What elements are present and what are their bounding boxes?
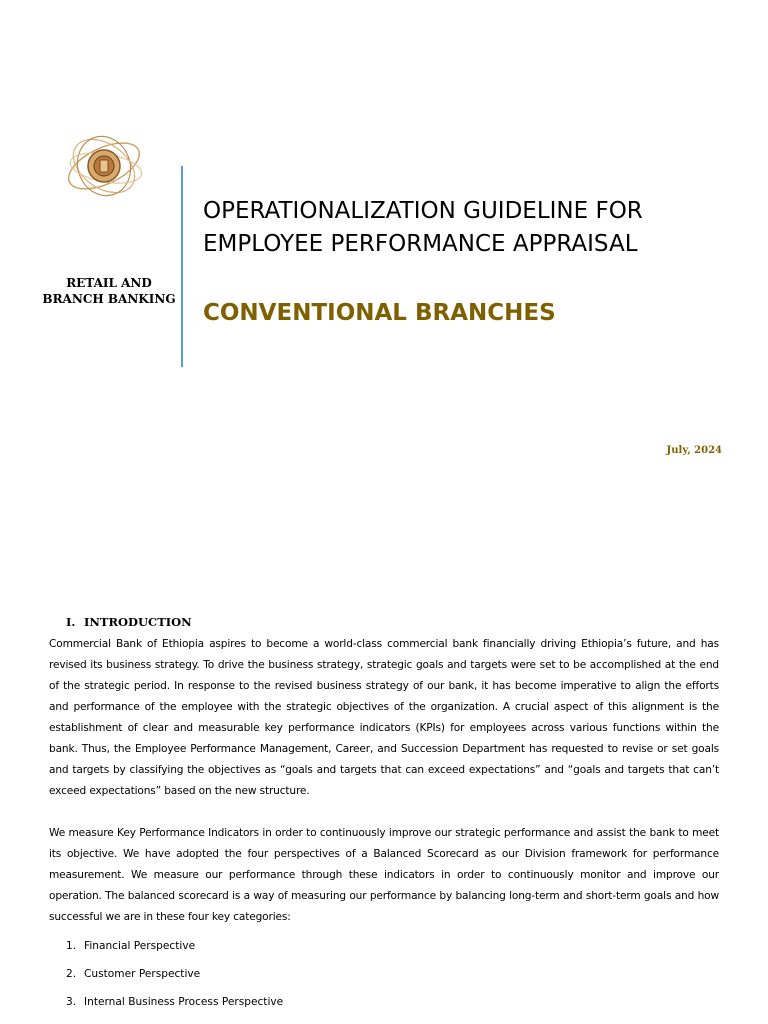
document-title: OPERATIONALIZATION GUIDELINE FOR EMPLOYEE PERFORMANCE APPRAISAL: [203, 198, 643, 257]
bank-emblem-icon: [60, 128, 146, 204]
vertical-divider: [181, 166, 183, 367]
list-item: 3. Internal Business Process Perspective: [66, 996, 284, 1008]
list-item: 2. Customer Perspective: [66, 968, 201, 980]
section-heading: [66, 615, 192, 629]
section-number: I.: [66, 615, 76, 629]
document-subtitle: CONVENTIONAL BRANCHES: [203, 300, 556, 326]
section-title: INTRODUCTION: [84, 615, 192, 629]
document-date: July, 2024: [666, 445, 722, 456]
perspectives-list: [66, 936, 283, 1020]
intro-paragraph-2: We measure Key Performance Indicators in order to continuously improve our strategic performance and assist the bank to meet its objective. We have adopted the four perspectives of a Balanced Scorecard as our Division framework for performance measurement. We measure our performance through these indicators in order to continuously monitor and improve our operation. The balanced scorecard is a way of measuring our performance by balancing long-term and short-term goals and how successful we are in these four key categories:: [49, 827, 719, 923]
list-item: 1. Financial Perspective: [66, 940, 196, 952]
intro-paragraph-1: Commercial Bank of Ethiopia aspires to become a world-class commercial bank financially driving Ethiopia’s future, and has revised its business strategy. To drive the business strategy, strategic goals and targets were set to be accomplished at the end of the strategic period. In response to the revised business strategy of our bank, it has become imperative to align the efforts and performance of the employee with the strategic objectives of the organization. A crucial aspect of this alignment is the establishment of clear and measurable key performance indicators (KPIs) for employees across various functions within the bank. Thus, the Employee Performance Management, Career, and Succession Department has requested to revise or set goals and targets by classifying the objectives as “goals and targets that can exceed expectations” and “goals and targets that can’t exceed expectations” based on the new structure.: [49, 638, 719, 797]
department-label: RETAIL AND BRANCH BANKING: [42, 276, 176, 306]
